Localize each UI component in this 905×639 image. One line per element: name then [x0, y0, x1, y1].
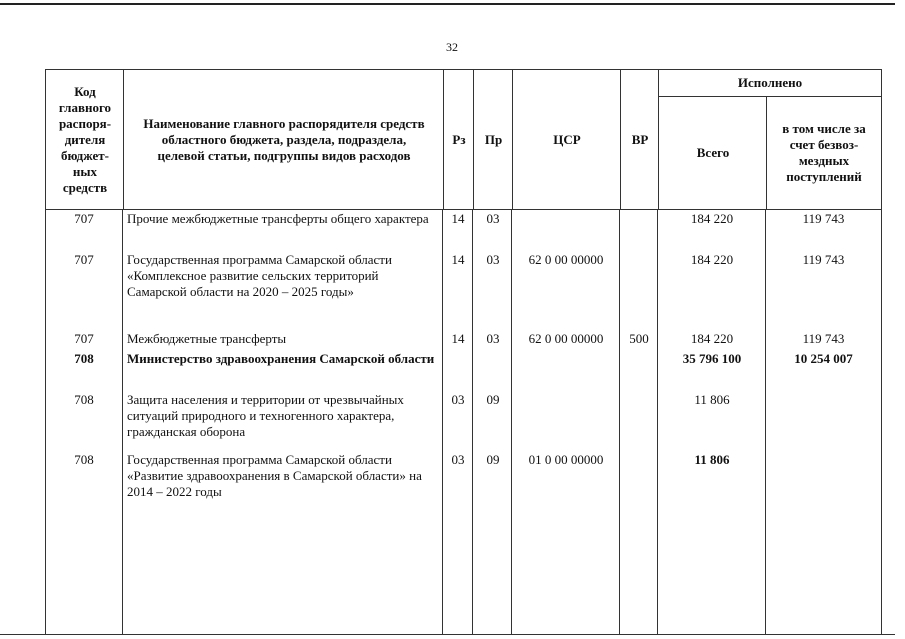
cell-free: 119 743: [802, 331, 845, 346]
cell-pr: 03: [486, 252, 500, 267]
header-divider: [512, 70, 513, 209]
header-rz: Рз: [452, 131, 466, 147]
header-bezvozmezdnye: в том числе за счет безвоз- мездных поступлений: [782, 120, 866, 184]
page-number: 32: [446, 40, 458, 54]
header-divider: [123, 70, 124, 209]
cell-pr: 03: [486, 331, 500, 346]
header-vsego: Всего: [696, 144, 730, 160]
header-divider: [473, 70, 474, 209]
header-pr: Пр: [484, 131, 503, 147]
bottom-border-line: [0, 634, 895, 635]
header-kod: Код главного распоря- дителя бюджет- ных средств: [58, 83, 112, 195]
table-border: [45, 210, 46, 634]
cell-kod: 707: [74, 252, 94, 267]
top-border-line: [0, 3, 895, 5]
cell-kod: 707: [74, 211, 94, 226]
cell-total: 35 796 100: [682, 351, 742, 366]
header-divider: [766, 96, 767, 209]
cell-name: Министерство здравоохранения Самарской области: [127, 351, 435, 366]
cell-total: 11 806: [694, 392, 730, 407]
cell-free: 119 743: [802, 211, 845, 226]
cell-kod: 707: [74, 331, 94, 346]
column-divider: [657, 210, 658, 634]
cell-csr: 62 0 00 00000: [528, 331, 604, 346]
column-divider: [511, 210, 512, 634]
cell-name: Межбюджетные трансферты: [127, 331, 287, 346]
cell-name: Защита населения и территории от чрезвычайных ситуаций природного и техногенного характера, гражданская оборона: [127, 392, 404, 439]
column-divider: [472, 210, 473, 634]
column-divider: [619, 210, 620, 634]
header-divider: [658, 70, 659, 209]
cell-name: Государственная программа Самарской области «Комплексное развитие сельских территорий Самарской области на 2020 – 2025 годы»: [127, 252, 392, 299]
cell-total: 184 220: [690, 211, 734, 226]
cell-name: Государственная программа Самарской области «Развитие здравоохранения в Самарской области» на 2014 – 2022 годы: [127, 452, 422, 499]
header-vr: ВР: [631, 131, 649, 147]
cell-pr: 09: [486, 452, 500, 467]
cell-total: 11 806: [694, 452, 730, 467]
cell-rz: 14: [451, 211, 465, 226]
cell-csr: 62 0 00 00000: [528, 252, 604, 267]
cell-kod: 708: [74, 452, 94, 467]
header-csr: ЦСР: [553, 131, 581, 147]
header-divider: [443, 70, 444, 209]
cell-pr: 03: [486, 211, 500, 226]
cell-pr: 09: [486, 392, 500, 407]
column-divider: [122, 210, 123, 634]
header-name: Наименование главного распорядителя средств областного бюджета, раздела, подраздела, целевой статьи, подгруппы видов расходов: [143, 115, 425, 163]
column-divider: [765, 210, 766, 634]
cell-rz: 03: [451, 392, 465, 407]
header-divider: [620, 70, 621, 209]
table-header: [45, 69, 882, 210]
header-divider: [658, 96, 881, 97]
cell-total: 184 220: [690, 331, 734, 346]
cell-free: 119 743: [802, 252, 845, 267]
cell-total: 184 220: [690, 252, 734, 267]
cell-rz: 14: [451, 331, 465, 346]
cell-rz: 14: [451, 252, 465, 267]
cell-free: 10 254 007: [794, 351, 853, 366]
cell-vr: 500: [629, 331, 649, 346]
table-border: [881, 210, 882, 634]
header-ispolneno: Исполнено: [737, 75, 803, 90]
cell-name: Прочие межбюджетные трансферты общего характера: [127, 211, 429, 226]
cell-rz: 03: [451, 452, 465, 467]
cell-csr: 01 0 00 00000: [528, 452, 604, 467]
cell-kod: 708: [74, 351, 94, 366]
column-divider: [442, 210, 443, 634]
cell-kod: 708: [74, 392, 94, 407]
